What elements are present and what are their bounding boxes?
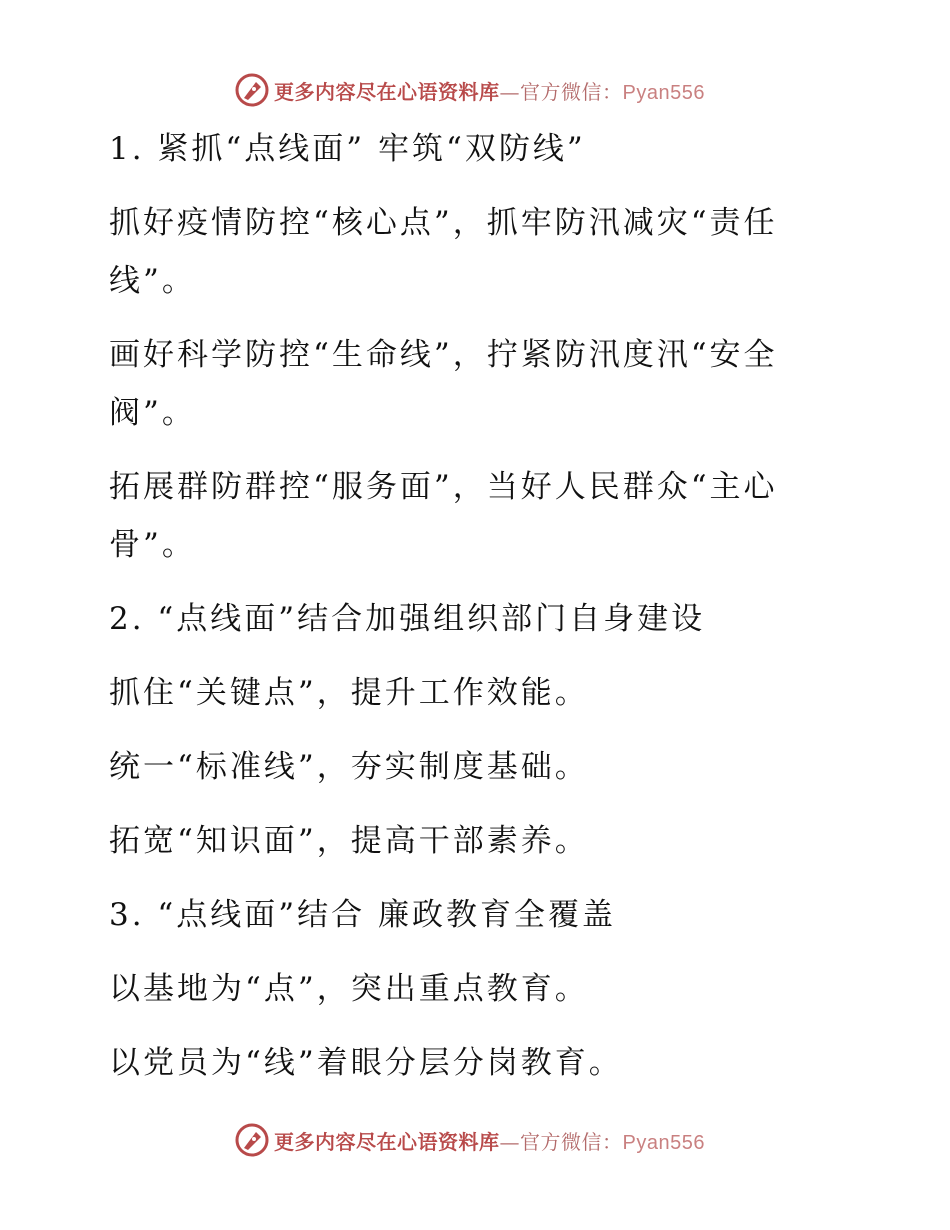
watermark-header [234,72,705,108]
paragraph: 抓好疫情防控“核心点”，抓牢防汛减灾“责任线”。 [109,205,778,299]
paragraph: 拓宽“知识面”，提高干部素养。 [109,823,589,859]
pen-nib-seal-icon [234,72,270,108]
section-heading-2: 2. “点线面”结合加强组织部门自身建设 [109,601,706,637]
document-body [100,120,840,1092]
section-heading-1: 1. 紧抓“点线面” 牢筑“双防线” [109,131,586,167]
paragraph: 以党员为“线”着眼分层分岗教育。 [109,1045,623,1081]
watermark-text: 更多内容尽在心语资料库—官方微信：Pyan556 [274,1129,705,1154]
paragraph: 抓住“关键点”，提升工作效能。 [109,675,589,711]
paragraph: 统一“标准线”，夯实制度基础。 [109,749,589,785]
paragraph: 拓展群防群控“服务面”，当好人民群众“主心骨”。 [109,469,778,563]
watermark-text: 更多内容尽在心语资料库—官方微信：Pyan556 [274,79,705,104]
pen-nib-seal-icon [234,1122,270,1158]
section-heading-3: 3. “点线面”结合 廉政教育全覆盖 [109,897,616,933]
watermark-footer [234,1122,705,1158]
paragraph: 以基地为“点”，突出重点教育。 [109,971,589,1007]
paragraph: 画好科学防控“生命线”，拧紧防汛度汛“安全阀”。 [109,337,778,431]
